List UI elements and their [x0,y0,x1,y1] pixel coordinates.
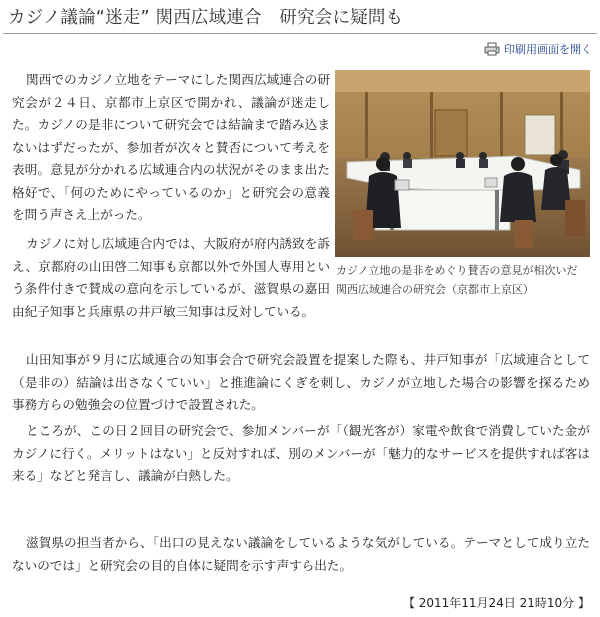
article-paragraph-2-lead: カジノに対し広域連合内では、大阪府が府内誘致を訴え、京都府の山田啓二知事も京都以外で外国人専用という条件付きで賛成の意向を示しているが、滋賀県の嘉田由紀子知事と兵庫県の井戸敏三知事は反対している。 [12,236,330,319]
printer-icon [484,42,500,56]
photo-caption: カジノ立地の是非をめぐり賛否の意見が相次いだ関西広域連合の研究会（京都市上京区） [336,264,578,296]
article-photo [335,70,590,257]
article-paragraph-3: 山田知事が９月に広域連合の知事会合で研究会設置を提案した際も、井戸知事が「広域連合として（是非の）結論は出さなくていい」と推進論にくぎを刺し、カジノが立地した場合の影響を探るため事務方らの勉強会の位置づけで設置された。 [12,352,590,412]
article-paragraph-1: 関西でのカジノ立地をテーマにした関西広域連合の研究会が２４日、京都市上京区で開かれ、議論が迷走した。カジノの是非について研究会では結論まで踏み込まないはずだったが、参加者が次々と賛否について考えを表明。意見が分かれる広域連合内の状況がそのまま出た格好で、「何のためにやっているのか」と研究会の意義を問う声さえ上がった。 [12,72,330,222]
article-headline: カジノ議論“迷走” 関西広域連合 研究会に疑問も [8,8,404,28]
article-timestamp: 【 2011年11月24日 21時10分 】 [402,596,590,610]
article-paragraph-5: 滋賀県の担当者から、「出口の見えない議論をしているような気がしている。テーマとして成り立たないのでは」と研究会の目的自体に疑問を示す声すら出た。 [12,535,590,573]
print-view-link[interactable] [484,40,592,58]
article-paragraph-4: ところが、この日２回目の研究会で、参加メンバーが「（観光客が）家電や飲食で消費していた金がカジノに行く。メリットはない」と反対すれば、別のメンバーが「魅力的なサービスを提供すれば客は来る」などと発言し、議論が白熱した。 [12,423,590,483]
print-link-label: 印刷用画面を開く [504,43,592,56]
headline-divider [3,33,597,34]
